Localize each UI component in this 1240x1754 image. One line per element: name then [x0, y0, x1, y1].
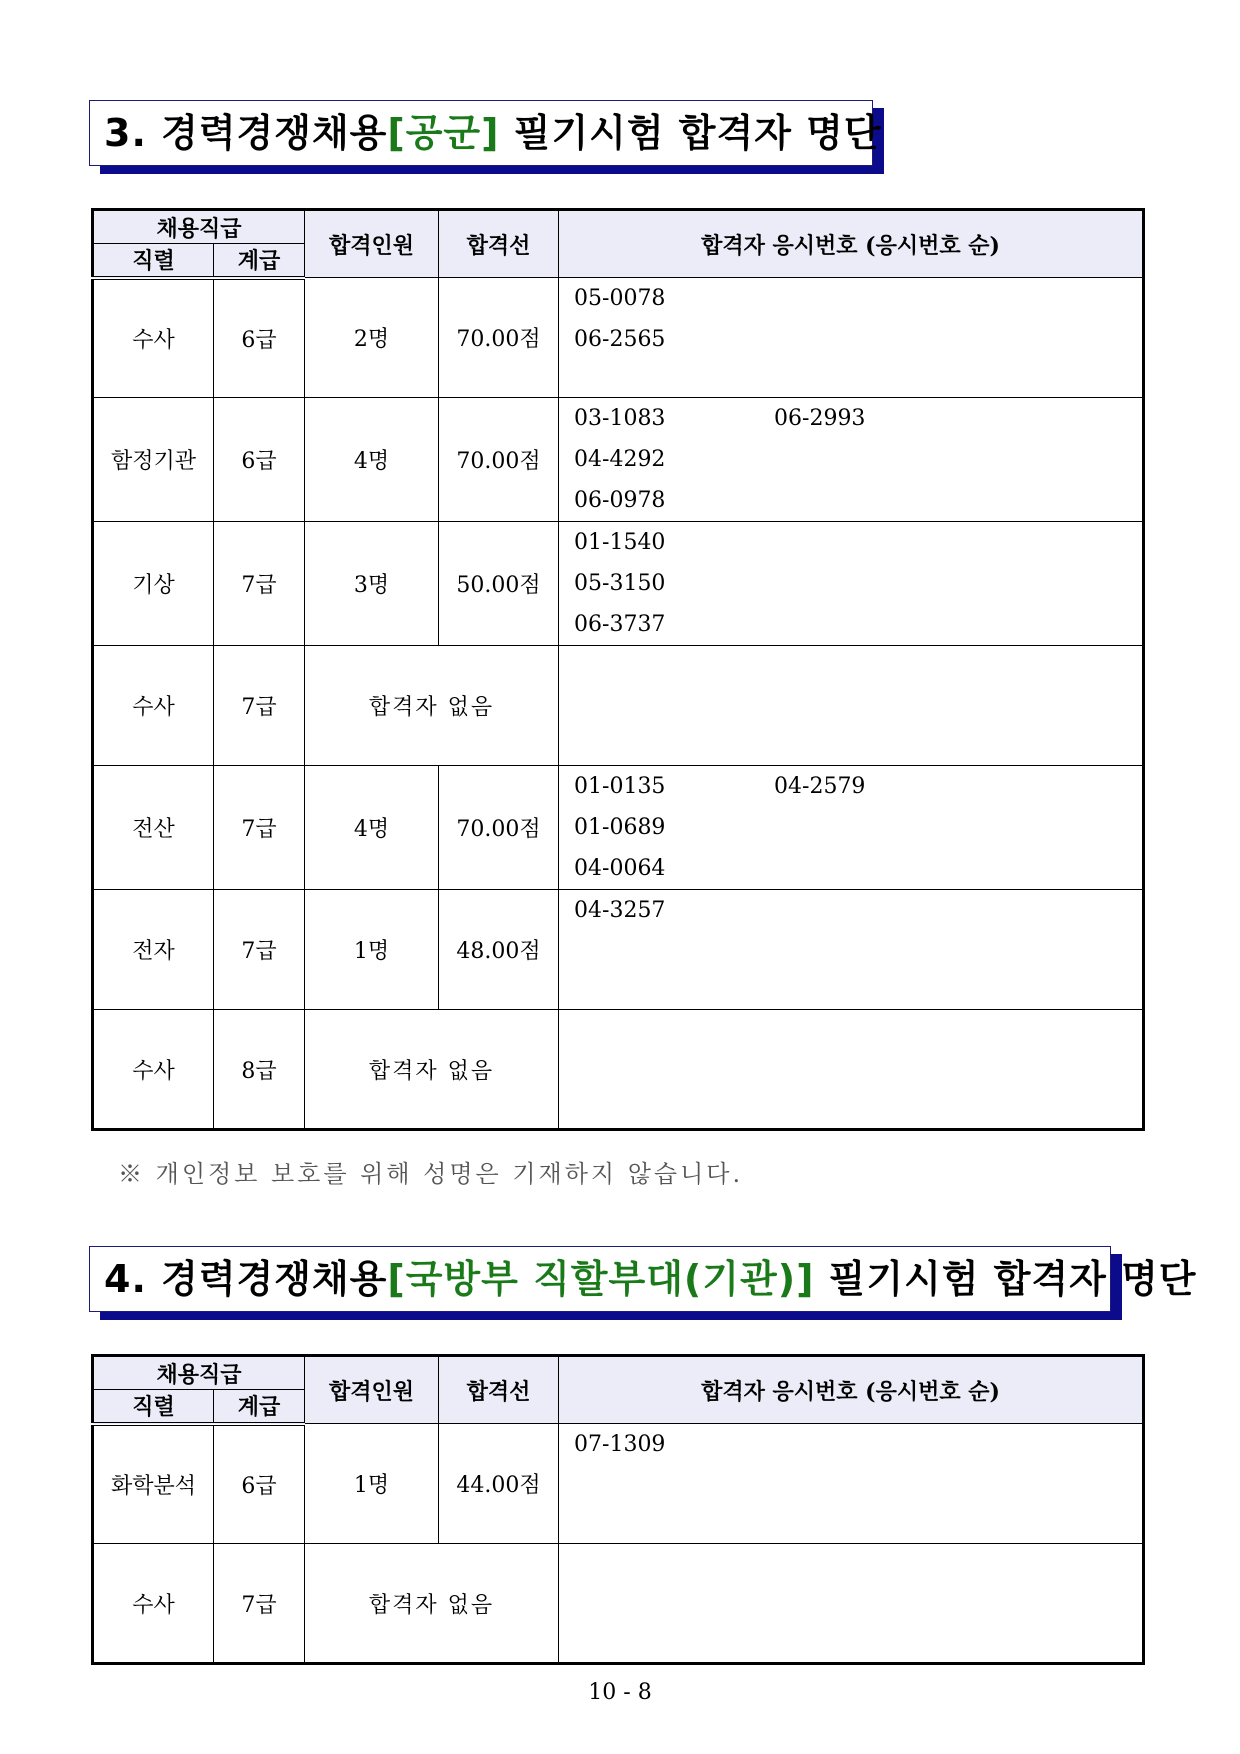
- header-grade: 계급: [214, 1390, 305, 1424]
- grade-cell: 7급: [214, 646, 305, 766]
- rank-cell: 전산: [93, 766, 214, 890]
- table-row: [93, 1424, 1144, 1544]
- numbers-cell: [559, 398, 1144, 522]
- no-passers-cell: 합격자 없음: [305, 1010, 559, 1130]
- numbers-grid: [574, 522, 1142, 645]
- cutoff-cell: 70.00점: [439, 766, 559, 890]
- header-numbers: 합격자 응시번호 (응시번호 순): [559, 1356, 1144, 1424]
- exam-number: 06-2565: [574, 327, 666, 352]
- numbers-cell: [559, 278, 1144, 398]
- numbers-grid: [574, 890, 1142, 931]
- header-numbers: 합격자 응시번호 (응시번호 순): [559, 210, 1144, 278]
- table-row: [93, 890, 1144, 1010]
- rank-cell: 전자: [93, 890, 214, 1010]
- exam-number: [774, 604, 974, 645]
- numbers-cell: [559, 1010, 1144, 1130]
- exam-number: [774, 319, 974, 360]
- exam-number: [774, 890, 974, 931]
- rank-cell: 수사: [93, 646, 214, 766]
- count-cell: 2명: [305, 278, 439, 398]
- table-row: [93, 278, 1144, 398]
- table-row: [93, 1544, 1144, 1664]
- count-cell: 4명: [305, 398, 439, 522]
- section4-title-prefix: 4. 경력경쟁채용: [104, 1257, 388, 1301]
- rank-cell: 함정기관: [93, 398, 214, 522]
- exam-number: 01-1540: [574, 530, 666, 555]
- exam-number: 06-2993: [774, 406, 866, 431]
- exam-number: 05-0078: [574, 286, 666, 311]
- numbers-grid: [574, 1424, 1142, 1465]
- no-passers-cell: 합격자 없음: [305, 646, 559, 766]
- exam-number: [774, 439, 974, 480]
- grade-cell: 6급: [214, 278, 305, 398]
- table-row: [93, 1010, 1144, 1130]
- section3-title-prefix: 3. 경력경쟁채용: [104, 111, 388, 155]
- cutoff-cell: 70.00점: [439, 398, 559, 522]
- rank-cell: 수사: [93, 278, 214, 398]
- exam-number: 03-1083: [574, 406, 666, 431]
- table-row: [93, 522, 1144, 646]
- no-passers-cell: 합격자 없음: [305, 1544, 559, 1664]
- exam-number: 06-0978: [574, 488, 666, 513]
- numbers-grid: [574, 278, 1142, 360]
- numbers-grid: [574, 766, 1142, 889]
- exam-number: 05-3150: [574, 571, 666, 596]
- header-rank: 직렬: [93, 244, 214, 278]
- grade-cell: 7급: [214, 766, 305, 890]
- exam-number: 04-0064: [574, 856, 666, 881]
- grade-cell: 6급: [214, 398, 305, 522]
- section3-title: [89, 100, 882, 166]
- count-cell: 4명: [305, 766, 439, 890]
- header-cutoff: 합격선: [439, 1356, 559, 1424]
- privacy-note: ※ 개인정보 보호를 위해 성명은 기재하지 않습니다.: [118, 1160, 744, 1188]
- rank-cell: 수사: [93, 1010, 214, 1130]
- exam-number: [774, 563, 974, 604]
- exam-number: 07-1309: [574, 1432, 666, 1457]
- cutoff-cell: 50.00점: [439, 522, 559, 646]
- header-group: 채용직급: [93, 210, 305, 244]
- numbers-grid: [574, 398, 1142, 521]
- section3-title-highlight: [공군]: [387, 111, 500, 155]
- numbers-cell: [559, 890, 1144, 1010]
- grade-cell: 7급: [214, 1544, 305, 1664]
- exam-number: [774, 1424, 974, 1465]
- header-group: 채용직급: [93, 1356, 305, 1390]
- cutoff-cell: 44.00점: [439, 1424, 559, 1544]
- header-count: 합격인원: [305, 210, 439, 278]
- exam-number: [774, 480, 974, 521]
- section4-title: [89, 1246, 1197, 1312]
- exam-number: 01-0135: [574, 774, 666, 799]
- section4-table: [91, 1354, 1145, 1665]
- numbers-cell: [559, 766, 1144, 890]
- table-row: [93, 398, 1144, 522]
- exam-number: 04-4292: [574, 447, 666, 472]
- count-cell: 3명: [305, 522, 439, 646]
- numbers-cell: [559, 1424, 1144, 1544]
- numbers-cell: [559, 1544, 1144, 1664]
- rank-cell: 수사: [93, 1544, 214, 1664]
- exam-number: [774, 807, 974, 848]
- header-cutoff: 합격선: [439, 210, 559, 278]
- cutoff-cell: 70.00점: [439, 278, 559, 398]
- numbers-cell: [559, 646, 1144, 766]
- exam-number: 04-3257: [574, 898, 666, 923]
- header-rank: 직렬: [93, 1390, 214, 1424]
- cutoff-cell: 48.00점: [439, 890, 559, 1010]
- rank-cell: 화학분석: [93, 1424, 214, 1544]
- exam-number: 01-0689: [574, 815, 666, 840]
- exam-number: [774, 522, 974, 563]
- numbers-cell: [559, 522, 1144, 646]
- table-row: [93, 766, 1144, 890]
- page-number: 10 - 8: [588, 1680, 652, 1705]
- grade-cell: 8급: [214, 1010, 305, 1130]
- section3-table: [91, 208, 1145, 1131]
- exam-number: [774, 278, 974, 319]
- exam-number: [774, 848, 974, 889]
- exam-number: 06-3737: [574, 612, 666, 637]
- count-cell: 1명: [305, 890, 439, 1010]
- section4-title-highlight: [국방부 직할부대(기관)]: [387, 1257, 815, 1301]
- section4-title-suffix: 필기시험 합격자 명단: [814, 1257, 1197, 1301]
- rank-cell: 기상: [93, 522, 214, 646]
- grade-cell: 7급: [214, 522, 305, 646]
- header-grade: 계급: [214, 244, 305, 278]
- grade-cell: 6급: [214, 1424, 305, 1544]
- grade-cell: 7급: [214, 890, 305, 1010]
- header-count: 합격인원: [305, 1356, 439, 1424]
- table-row: [93, 646, 1144, 766]
- exam-number: 04-2579: [774, 774, 866, 799]
- section3-title-suffix: 필기시험 합격자 명단: [499, 111, 882, 155]
- count-cell: 1명: [305, 1424, 439, 1544]
